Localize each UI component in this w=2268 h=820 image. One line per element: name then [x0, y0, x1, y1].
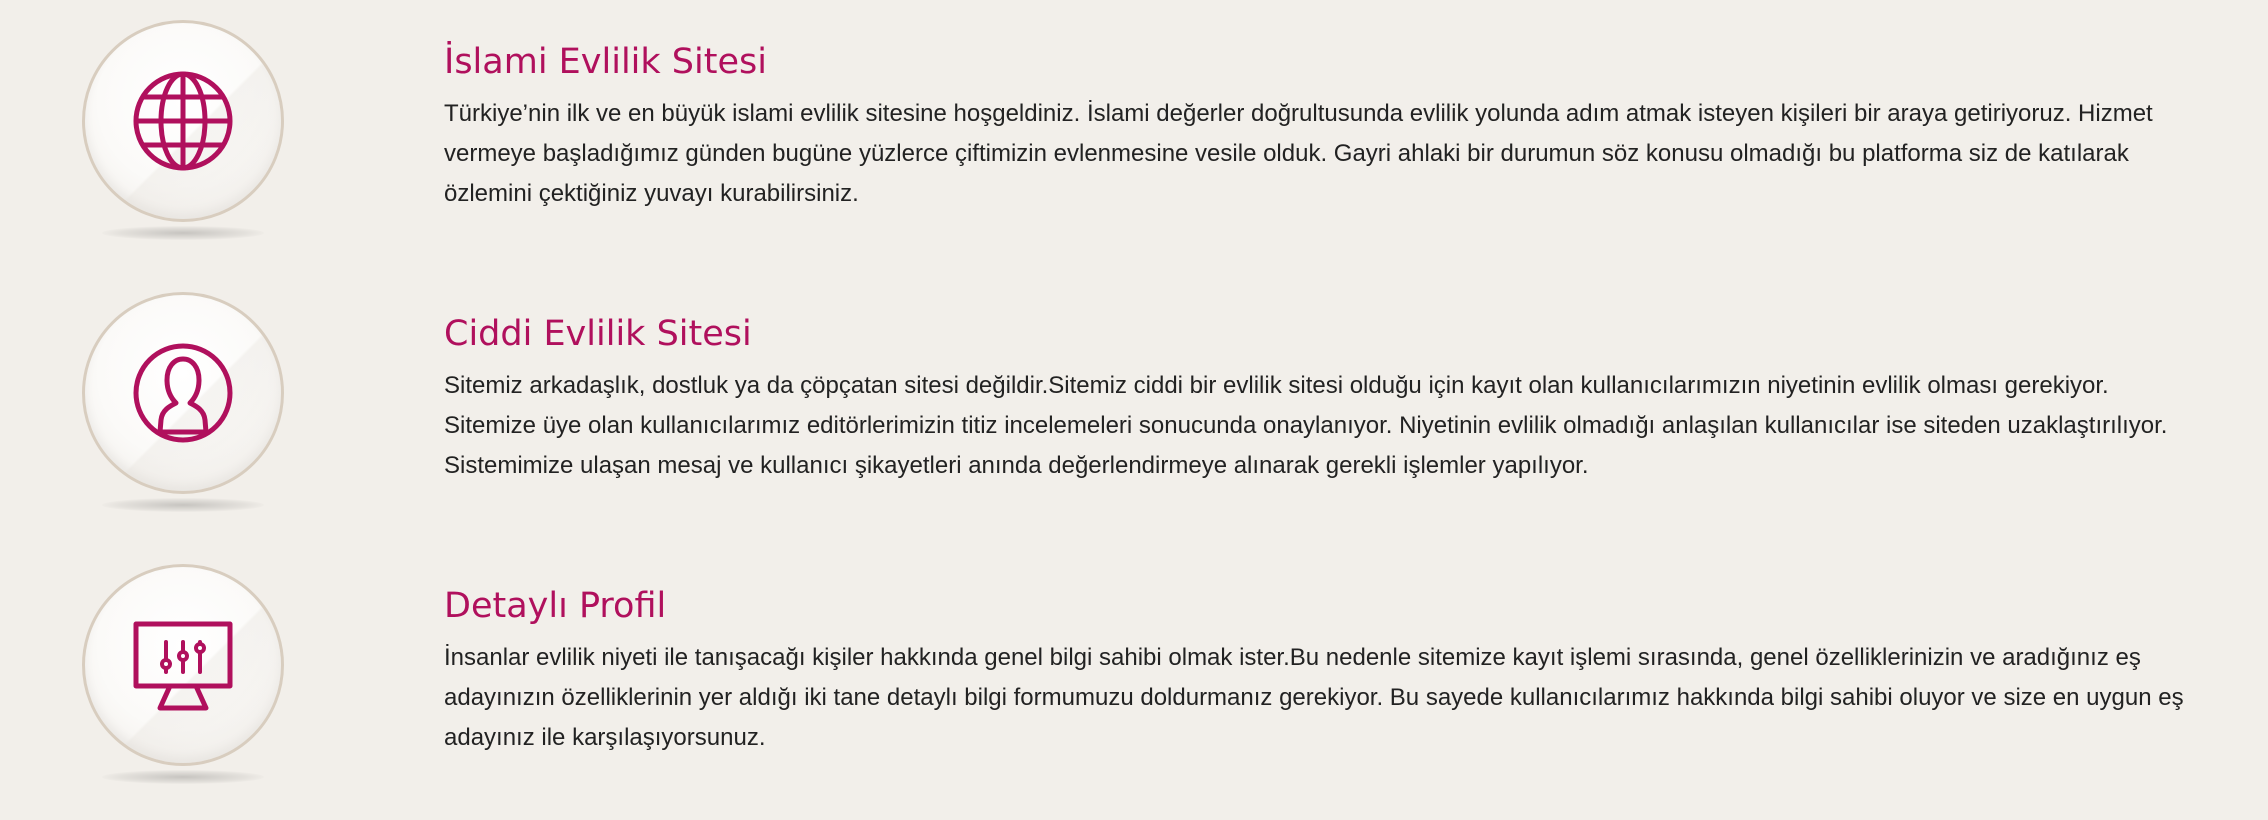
feature-text	[444, 38, 2184, 214]
feature-icon-container	[82, 564, 284, 766]
feature-title: İslami Evlilik Sitesi	[444, 42, 767, 82]
feature-text	[444, 582, 2184, 758]
monitor-settings-icon	[130, 612, 236, 718]
feature-description: İnsanlar evlilik niyeti ile tanışacağı kişiler hakkında genel bilgi sahibi olmak ister.Bu nedenle sitemize kayıt işlemi sırasında, genel özelliklerinizin ve aradığınız eş adayınızın özelliklerinin yer aldığı iki tane detaylı bilgi formumuzu doldurmanız gerekiyor. Bu sayede kullanıcılarımız hakkında bilgi sahibi oluyor ve size en uygun eş adayınız ile karşılaşıyorsunuz.	[444, 644, 2184, 751]
feature-icon-container	[82, 292, 284, 494]
feature-icon-container	[82, 20, 284, 222]
icon-shadow	[102, 770, 264, 784]
feature-description: Türkiye’nin ilk ve en büyük islami evlilik sitesine hoşgeldiniz. İslami değerler doğrultusunda evlilik yolunda adım atmak isteyen kişileri bir araya getiriyoruz. Hizmet vermeye başladığımız günden bugüne yüzlerce çiftimizin evlenmesine vesile olduk. Gayri ahlaki bir durumun söz konusu olmadığı bu platforma siz de katılarak özlemini çektiğiniz yuvayı kurabilirsiniz.	[444, 100, 2153, 207]
icon-shadow	[102, 226, 264, 240]
feature-serious-marriage	[0, 272, 2268, 544]
feature-islamic-marriage	[0, 0, 2268, 272]
icon-shadow	[102, 498, 264, 512]
feature-description: Sitemiz arkadaşlık, dostluk ya da çöpçatan sitesi değildir.Sitemiz ciddi bir evlilik sitesi olduğu için kayıt olan kullanıcılarımızın niyetinin evlilik olması gerekiyor. Sitemize üye olan kullanıcılarımız editörlerimizin titiz incelemeleri sonucunda onaylanıyor. Niyetinin evlilik olmadığı anlaşılan kullanıcılar ise siteden uzaklaştırılıyor. Sistemimize ulaşan mesaj ve kullanıcı şikayetleri anında değerlendirmeye alınarak gerekli işlemler yapılıyor.	[444, 372, 2168, 479]
feature-title: Detaylı Profil	[444, 586, 667, 626]
user-icon	[130, 340, 236, 446]
feature-title: Ciddi Evlilik Sitesi	[444, 314, 752, 354]
feature-detailed-profile	[0, 544, 2268, 816]
globe-icon	[130, 68, 236, 174]
feature-text	[444, 310, 2184, 486]
